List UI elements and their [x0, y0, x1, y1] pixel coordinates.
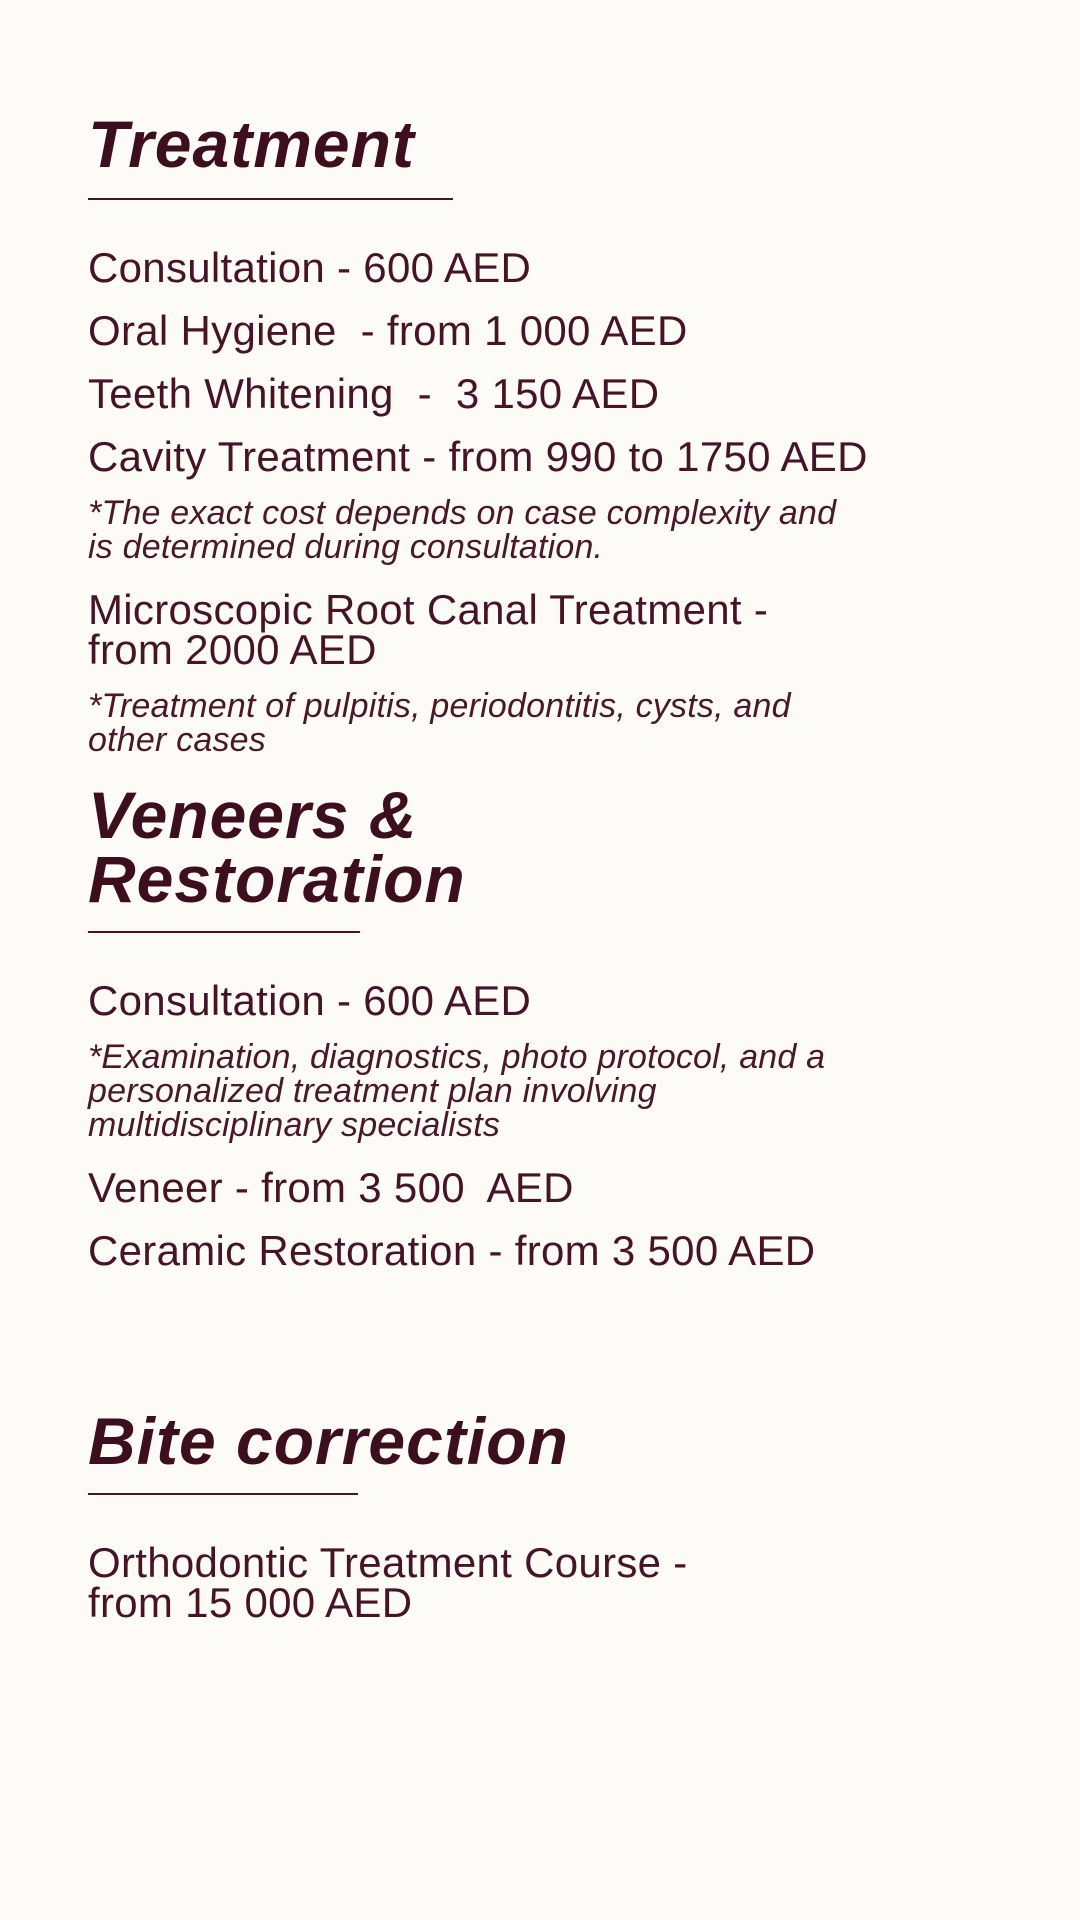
- price-line: Teeth Whitening - 3 150 AED: [88, 370, 660, 417]
- footnote: *Treatment of pulpitis, periodontitis, cysts, and other cases: [88, 687, 791, 759]
- footnote: *The exact cost depends on case complexity and is determined during consultation.: [88, 494, 837, 566]
- section-underline: [88, 1493, 358, 1495]
- section-title-veneers-restoration: Veneers & Restoration: [88, 778, 466, 916]
- price-line: Oral Hygiene - from 1 000 AED: [88, 307, 688, 354]
- price-line: Orthodontic Treatment Course - from 15 000 AED: [88, 1539, 688, 1626]
- price-line: Microscopic Root Canal Treatment - from 2000 AED: [88, 586, 769, 673]
- footnote: *Examination, diagnostics, photo protocol, and a personalized treatment plan involving multidisciplinary specialists: [88, 1038, 826, 1144]
- section-underline: [88, 198, 453, 200]
- section-title-bite-correction: Bite correction: [88, 1404, 569, 1478]
- section-veneers-restoration: [88, 778, 1000, 1274]
- price-line: Veneer - from 3 500 AED: [88, 1164, 574, 1211]
- section-items: [88, 1539, 1000, 1626]
- price-line: Consultation - 600 AED: [88, 244, 532, 291]
- price-line: Cavity Treatment - from 990 to 1750 AED: [88, 433, 868, 480]
- section-treatment: [88, 107, 1000, 759]
- section-items: [88, 977, 1000, 1274]
- section-underline: [88, 931, 360, 933]
- section-items: [88, 244, 1000, 759]
- price-line: Ceramic Restoration - from 3 500 AED: [88, 1227, 816, 1274]
- price-line: Consultation - 600 AED: [88, 977, 532, 1024]
- section-title-treatment: Treatment: [88, 107, 415, 181]
- section-bite-correction: [88, 1404, 1000, 1626]
